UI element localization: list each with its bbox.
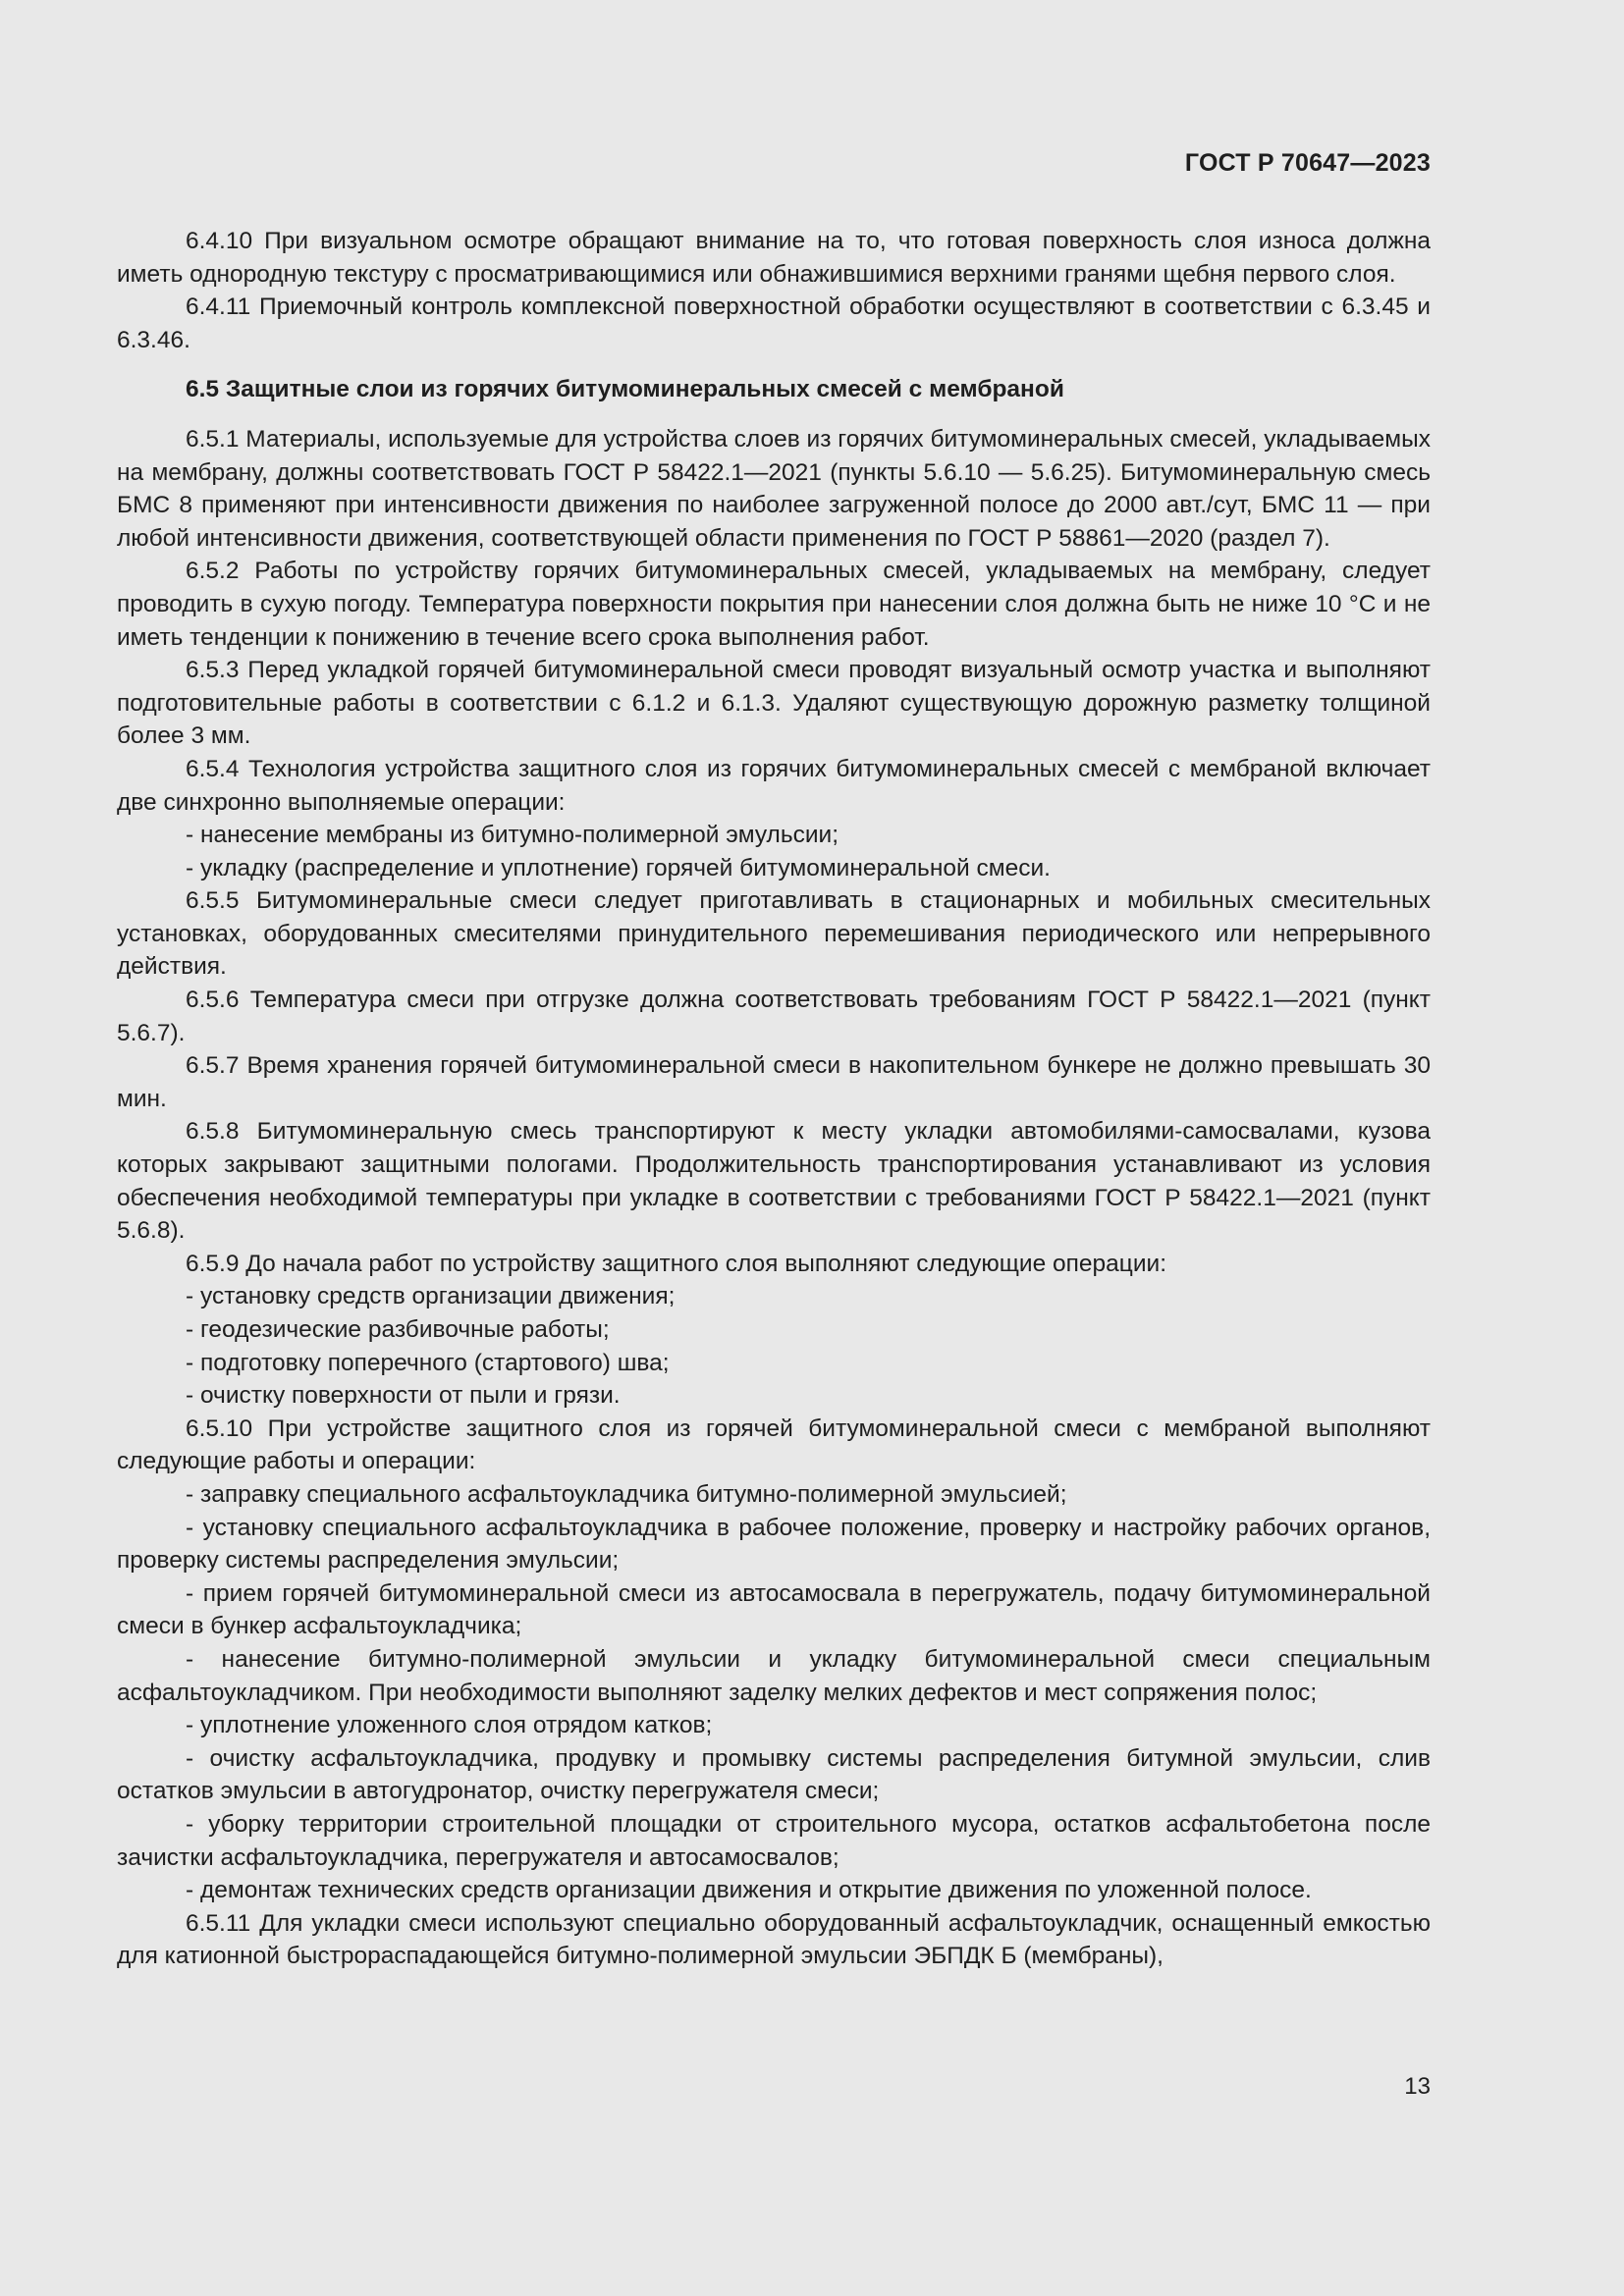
paragraph: 6.5.3 Перед укладкой горячей битумоминеральной смеси проводят визуальный осмотр участка и выполняют подготовительные работы в соответствии с 6.1.2 и 6.1.3. Удаляют существующую дорожную разметку толщиной более 3 мм. xyxy=(117,657,1431,750)
list-item: - укладку (распределение и уплотнение) горячей битумоминеральной смеси. xyxy=(186,854,1051,881)
body-text xyxy=(117,225,1431,1973)
list-item: - геодезические разбивочные работы; xyxy=(186,1316,610,1343)
paragraph: 6.5.1 Материалы, используемые для устройства слоев из горячих битумоминеральных смесей, укладываемых на мембрану, должны соответствовать ГОСТ Р 58422.1—2021 (пункты 5.6.10 — 5.6.25). Битумоминеральную смесь БМС 8 применяют при интенсивности движения по наиболее загруженной полосе до 2000 авт./сут, БМС 11 — при любой интенсивности движения, соответствующей области применения по ГОСТ Р 58861—2020 (раздел 7). xyxy=(117,425,1431,552)
paragraph: 6.5.6 Температура смеси при отгрузке должна соответствовать требованиям ГОСТ Р 58422.1—2021 (пункт 5.6.7). xyxy=(117,987,1431,1046)
list-item: - демонтаж технических средств организации движения и открытие движения по уложенной полосе. xyxy=(186,1877,1312,1904)
list-item: - уборку территории строительной площадки от строительного мусора, остатков асфальтобетона после зачистки асфальтоукладчика, перегружателя и автосамосвалов; xyxy=(117,1810,1431,1871)
list-item: - подготовку поперечного (стартового) шва; xyxy=(186,1349,670,1376)
list-item: - заправку специального асфальтоукладчика битумно-полимерной эмульсией; xyxy=(186,1480,1067,1508)
list-item: - очистку асфальтоукладчика, продувку и промывку системы распределения битумной эмульсии, слив остатков эмульсии в автогудронатор, очистку перегружателя смеси; xyxy=(117,1744,1431,1805)
list-item: - уплотнение уложенного слоя отрядом катков; xyxy=(186,1712,713,1739)
paragraph: 6.4.10 При визуальном осмотре обращают внимание на то, что готовая поверхность слоя износа должна иметь однородную текстуру с просматривающимися или обнажившимися верхними гранями щебня первого слоя. xyxy=(117,228,1431,288)
section-heading: 6.5 Защитные слои из горячих битумоминеральных смесей с мембраной xyxy=(186,376,1064,403)
paragraph: 6.5.9 До начала работ по устройству защитного слоя выполняют следующие операции: xyxy=(186,1250,1166,1277)
paragraph: 6.5.2 Работы по устройству горячих битумоминеральных смесей, укладываемых на мембрану, следует проводить в сухую погоду. Температура поверхности покрытия при нанесении слоя должна быть не ниже 10 °С и не иметь тенденции к понижению в течение всего срока выполнения работ. xyxy=(117,558,1431,651)
paragraph: 6.5.4 Технология устройства защитного слоя из горячих битумоминеральных смесей с мембраной включает две синхронно выполняемые операции: xyxy=(117,755,1431,816)
paragraph: 6.5.11 Для укладки смеси используют специально оборудованный асфальтоукладчик, оснащенный емкостью для катионной быстрораспадающейся битумно-полимерной эмульсии ЭБПДК Б (мембраны), xyxy=(117,1909,1431,1970)
list-item: - прием горячей битумоминеральной смеси из автосамосвала в перегружатель, подачу битумоминеральной смеси в бункер асфальтоукладчика; xyxy=(117,1579,1431,1640)
list-item: - установку специального асфальтоукладчика в рабочее положение, проверку и настройку рабочих органов, проверку системы распределения эмульсии; xyxy=(117,1514,1431,1575)
list-item: - очистку поверхности от пыли и грязи. xyxy=(186,1382,621,1410)
paragraph: 6.5.7 Время хранения горячей битумоминеральной смеси в накопительном бункере не должно превышать 30 мин. xyxy=(117,1052,1431,1112)
paragraph: 6.5.8 Битумоминеральную смесь транспортируют к месту укладки автомобилями-самосвалами, кузова которых закрывают защитными пологами. Продолжительность транспортирования устанавливают из условия обеспечения необходимой температуры при укладке в соответствии с требованиями ГОСТ Р 58422.1—2021 (пункт 5.6.8). xyxy=(117,1118,1431,1245)
list-item: - нанесение битумно-полимерной эмульсии и укладку битумоминеральной смеси специальным асфальтоукладчиком. При необходимости выполняют заделку мелких дефектов и мест сопряжения полос; xyxy=(117,1645,1431,1706)
paragraph: 6.4.11 Приемочный контроль комплексной поверхностной обработки осуществляют в соответствии с 6.3.45 и 6.3.46. xyxy=(117,294,1431,353)
list-item: - нанесение мембраны из битумно-полимерной эмульсии; xyxy=(186,822,839,849)
page-number: 13 xyxy=(1404,2073,1431,2100)
paragraph: 6.5.10 При устройстве защитного слоя из горячей битумоминеральной смеси с мембраной выполняют следующие работы и операции: xyxy=(117,1415,1431,1475)
paragraph: 6.5.5 Битумоминеральные смеси следует приготавливать в стационарных и мобильных смесительных установках, оборудованных смесителями принудительного перемешивания периодического или непрерывного действия. xyxy=(117,887,1431,981)
list-item: - установку средств организации движения; xyxy=(186,1283,676,1310)
standard-header: ГОСТ Р 70647—2023 xyxy=(1184,149,1431,177)
